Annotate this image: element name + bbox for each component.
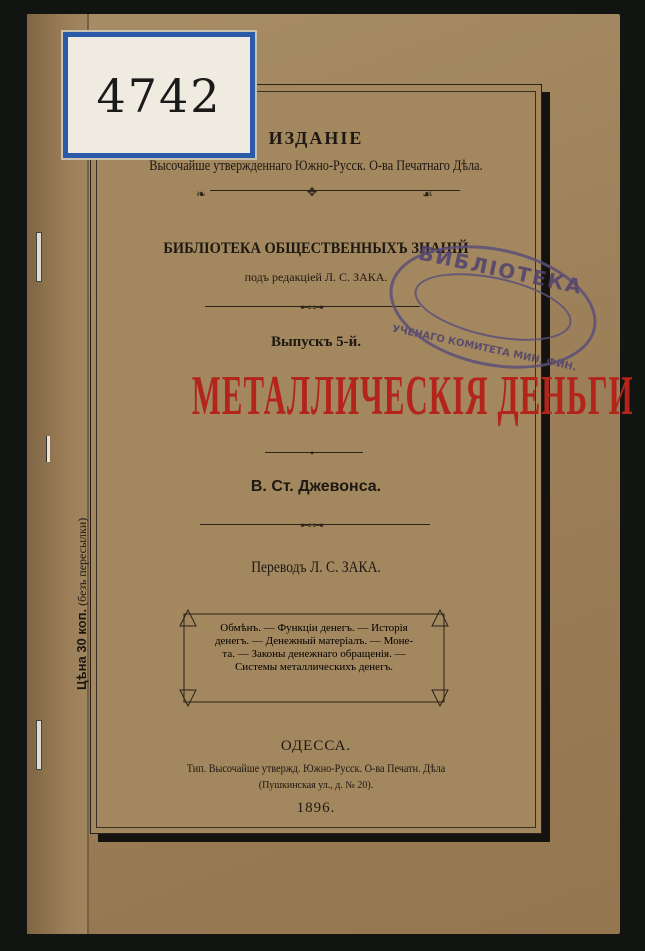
- issue-number: Выпускъ 5-й.: [270, 334, 362, 350]
- contents-line: Обмѣнъ. — Функціи денегъ. — Исторія: [220, 622, 408, 634]
- series-editor: подъ редакціей Л. С. ЗАКА.: [244, 270, 388, 284]
- book-title: МЕТАЛЛИЧЕСКІЯ ДЕНЬГИ: [191, 365, 634, 427]
- stamp-bottom-text: УЧЕНАГО КОМИТЕТА МИН. ФИН.: [390, 323, 578, 374]
- series-title: БИБЛІОТЕКА ОБЩЕСТВЕННЫХЪ ЗНАНІЙ: [163, 240, 469, 257]
- ornament-icon: ✥: [307, 185, 318, 199]
- contents-line: Системы металлическихъ денегъ.: [234, 661, 394, 673]
- price-label: Цѣна 30 коп.: [74, 608, 89, 690]
- ornament-icon: ⊷⊶: [300, 300, 324, 314]
- imprint-year: 1896.: [296, 800, 336, 816]
- publisher-heading: ИЗДАНІЕ: [268, 128, 364, 148]
- translator-line: Переводъ Л. С. ЗАКА.: [251, 559, 381, 576]
- price-note: (безъ пересылки): [75, 517, 89, 606]
- title-frame-inner: [96, 91, 634, 828]
- ornament-icon: •: [310, 446, 315, 460]
- contents-line: та. — Законы денежнаго обращенія. —: [222, 648, 406, 660]
- catalog-label: [63, 32, 255, 158]
- staple: [36, 232, 42, 282]
- staple: [36, 720, 42, 770]
- author-name: В. Ст. Джевонса.: [250, 478, 382, 495]
- imprint-address: (Пушкинская ул., д. № 20).: [258, 780, 374, 791]
- ornament-icon: ⊷⊶: [300, 518, 324, 532]
- spine-price-text: [74, 518, 90, 690]
- contents-line: денегъ. — Денежный матеріалъ. — Моне-: [214, 635, 414, 647]
- catalog-number: 4742: [96, 69, 222, 123]
- contents-list: [196, 622, 432, 688]
- spine-mark: [46, 436, 50, 462]
- imprint-city: ОДЕССА.: [280, 738, 352, 754]
- stamp-top-text: БИБЛІОТЕКА: [416, 240, 586, 299]
- imprint-printer: Тип. Высочайше утвержд. Южно-Русск. О-ва Печатн. Дѣла: [186, 761, 446, 775]
- ornament-icon: ❧: [196, 187, 207, 201]
- publisher-subtitle: Высочайше утвержденнаго Южно-Русск. О-ва Печатнаго Дѣла.: [149, 158, 483, 174]
- ornament-icon: ☙: [422, 187, 433, 201]
